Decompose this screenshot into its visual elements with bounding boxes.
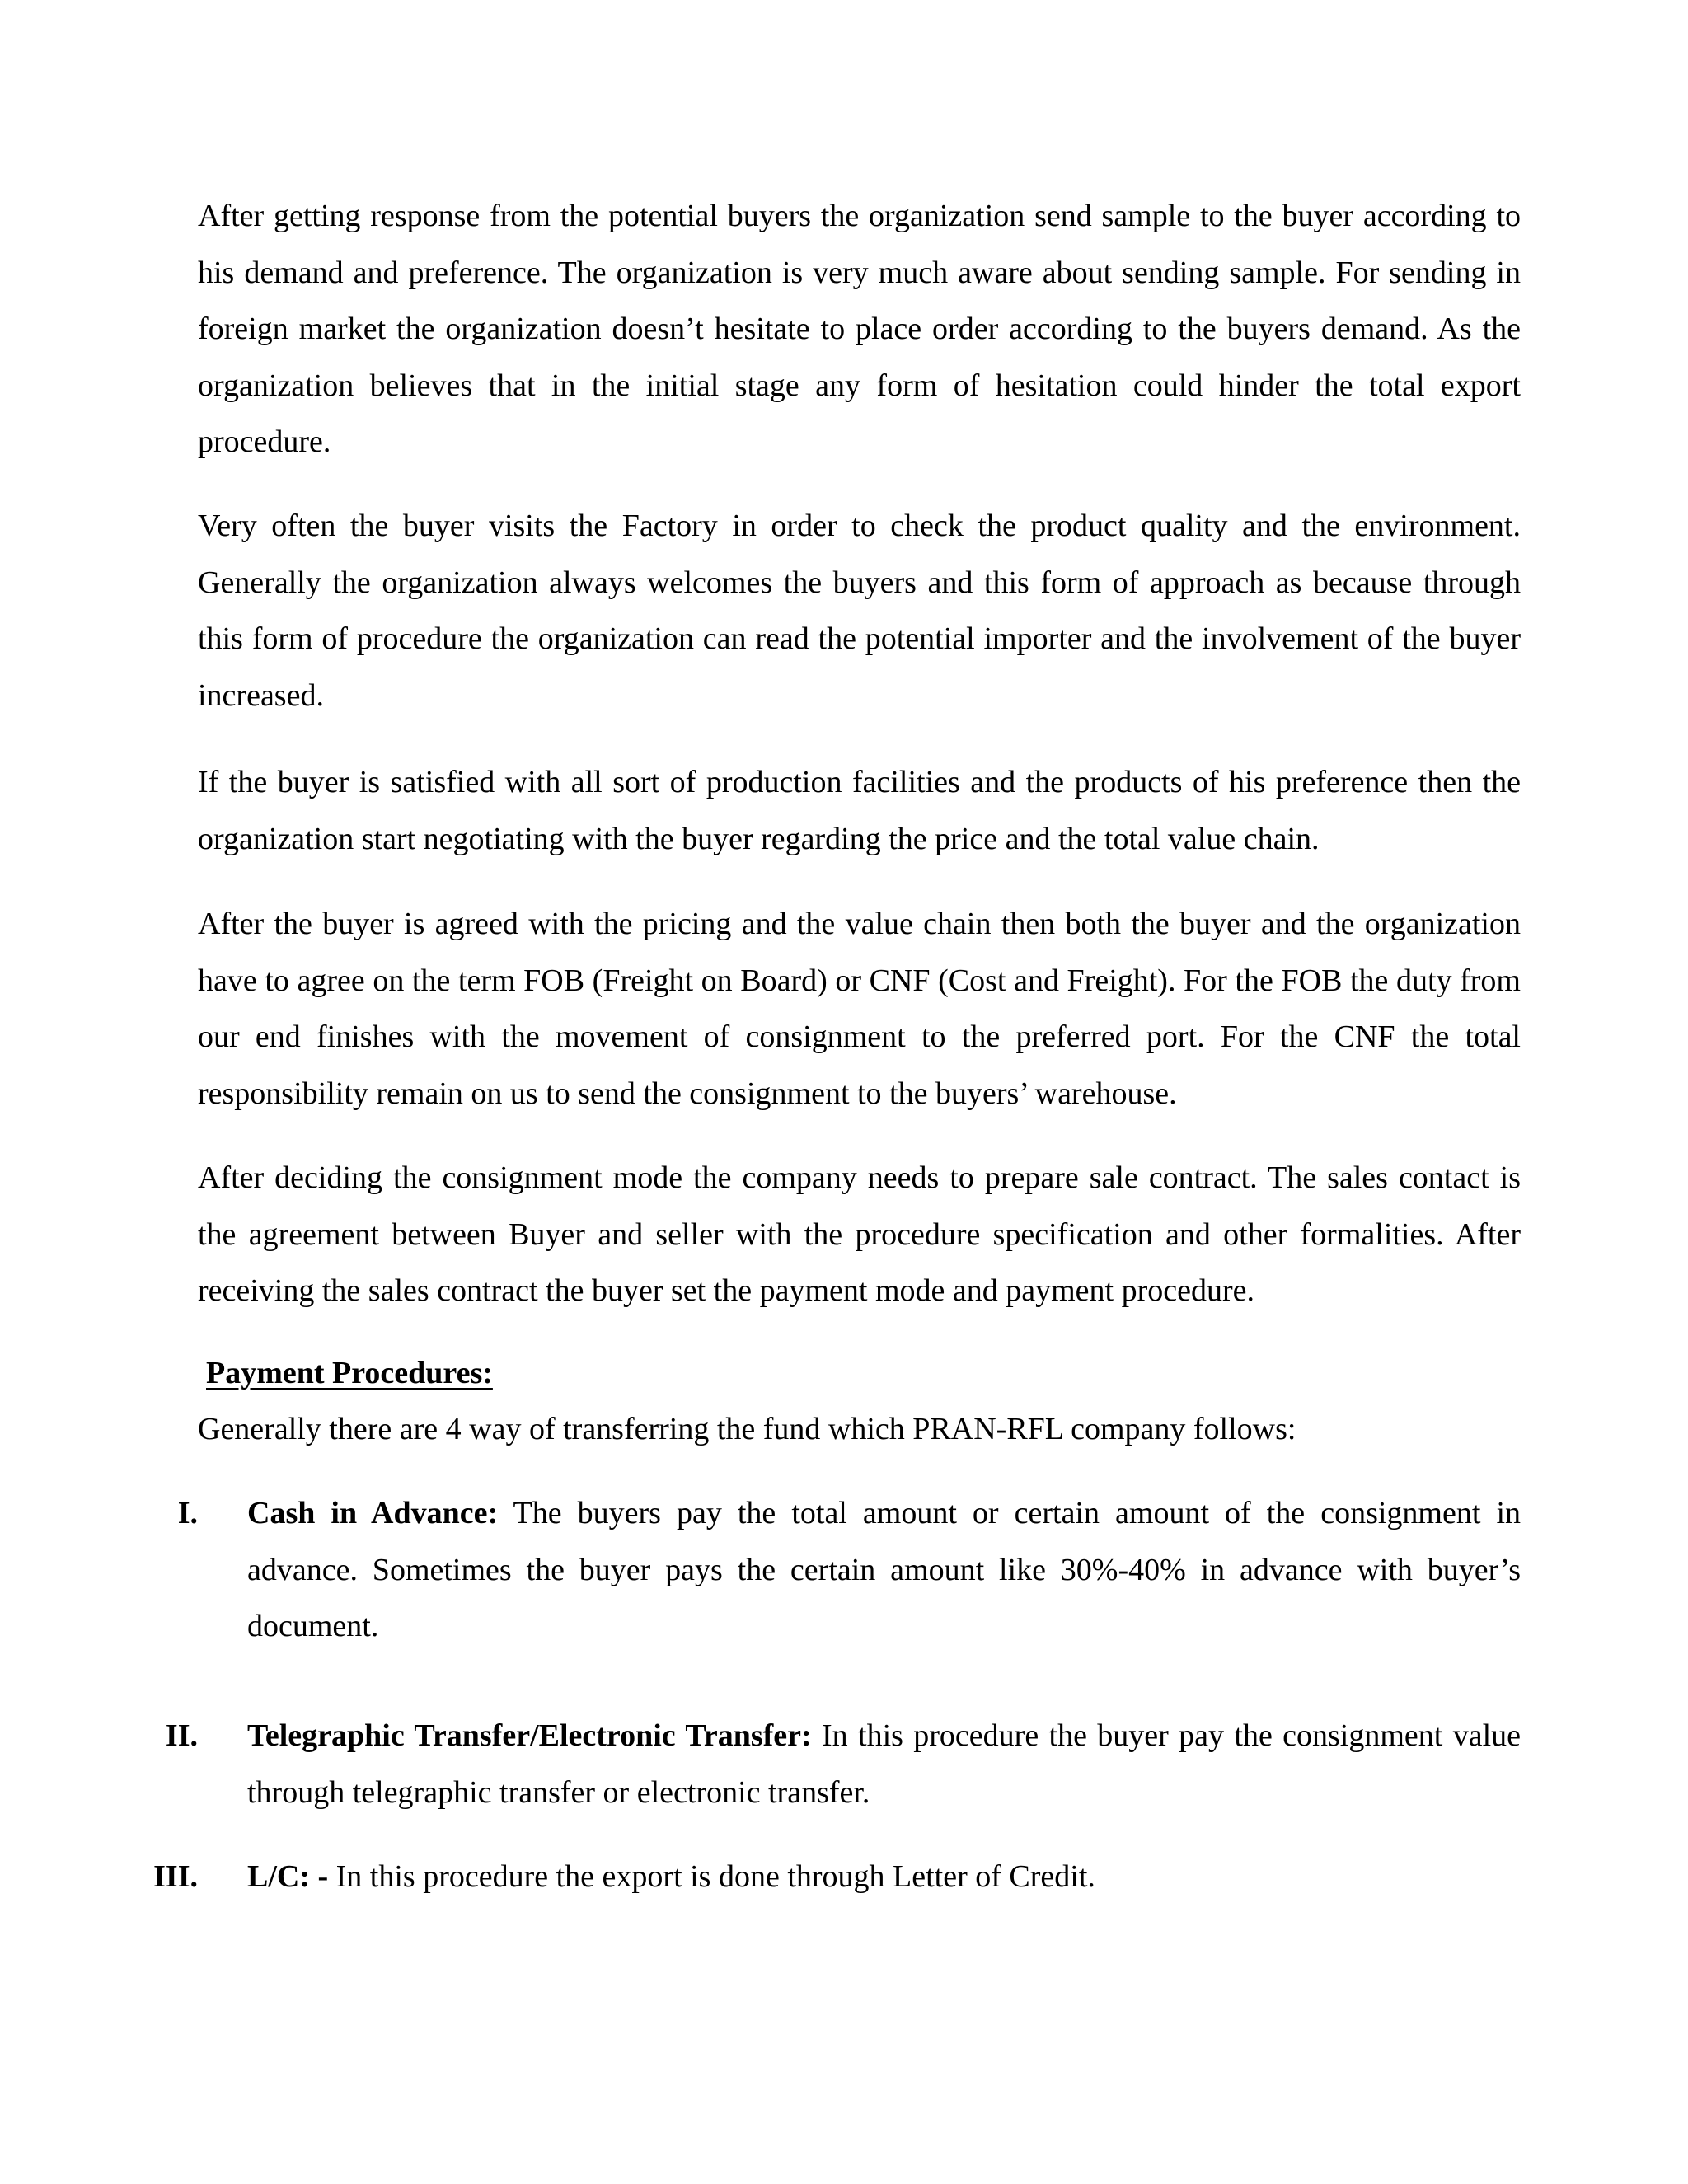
list-item-telegraphic-transfer (247, 1708, 1521, 1821)
list-item-letter-of-credit (247, 1849, 1521, 1905)
paragraph-sales-contract: After deciding the consignment mode the company needs to prepare sale contract. The sales contact is the agreement between Buyer and seller with the procedure specification and other formalities. After receiving the sales contract the buyer set the payment mode and payment procedure. (198, 1160, 1521, 1308)
list-numeral: II. (165, 1718, 198, 1753)
paragraph-factory-visit: Very often the buyer visits the Factory in order to check the product quality and the environment. Generally the organization always welcomes the buyers and this form of approach as because through this form of procedure the organization can read the potential importer and the involvement of the buyer increased. (198, 509, 1521, 713)
paragraph-sample-sending: After getting response from the potential buyers the organization send sample to the buyer according to his demand and preference. The organization is very much aware about sending sample. For sending in foreign market the organization doesn’t hesitate to place order according to the buyers demand. As the organization believes that in the initial stage any form of hesitation could hinder the total export procedure. (198, 199, 1521, 459)
list-item-term: Cash in Advance: (247, 1496, 499, 1530)
list-item-description: The buyers pay the total amount or certain amount of the consignment in advance. Sometimes the buyer pays the certain amount like 30%-40% in advance with buyer’s document. (247, 1496, 1521, 1643)
list-item-cash-in-advance (247, 1485, 1521, 1655)
list-item-description: In this procedure the export is done through Letter of Credit. (328, 1859, 1095, 1894)
list-item-term: L/C: - (247, 1859, 329, 1894)
paragraph-negotiation: If the buyer is satisfied with all sort of production facilities and the products of his preference then the organization start negotiating with the buyer regarding the price and the total value chain. (198, 765, 1521, 856)
list-item-term: Telegraphic Transfer/Electronic Transfer: (247, 1718, 812, 1753)
list-item-description: In this procedure the buyer pay the consignment value through telegraphic transfer or electronic transfer. (247, 1718, 1521, 1810)
payment-intro-text: Generally there are 4 way of transferring the fund which PRAN-RFL company follows: (198, 1412, 1296, 1446)
list-numeral: III. (153, 1859, 198, 1894)
list-numeral: I. (177, 1496, 198, 1530)
section-heading-payment-procedures: Payment Procedures: (206, 1356, 493, 1390)
paragraph-fob-cnf-terms: After the buyer is agreed with the pricing and the value chain then both the buyer and the organization have to agree on the term FOB (Freight on Board) or CNF (Cost and Freight). For the FOB the duty from our end finishes with the movement of consignment to the preferred port. For the CNF the total responsibility remain on us to send the consignment to the buyers’ warehouse. (198, 907, 1521, 1111)
